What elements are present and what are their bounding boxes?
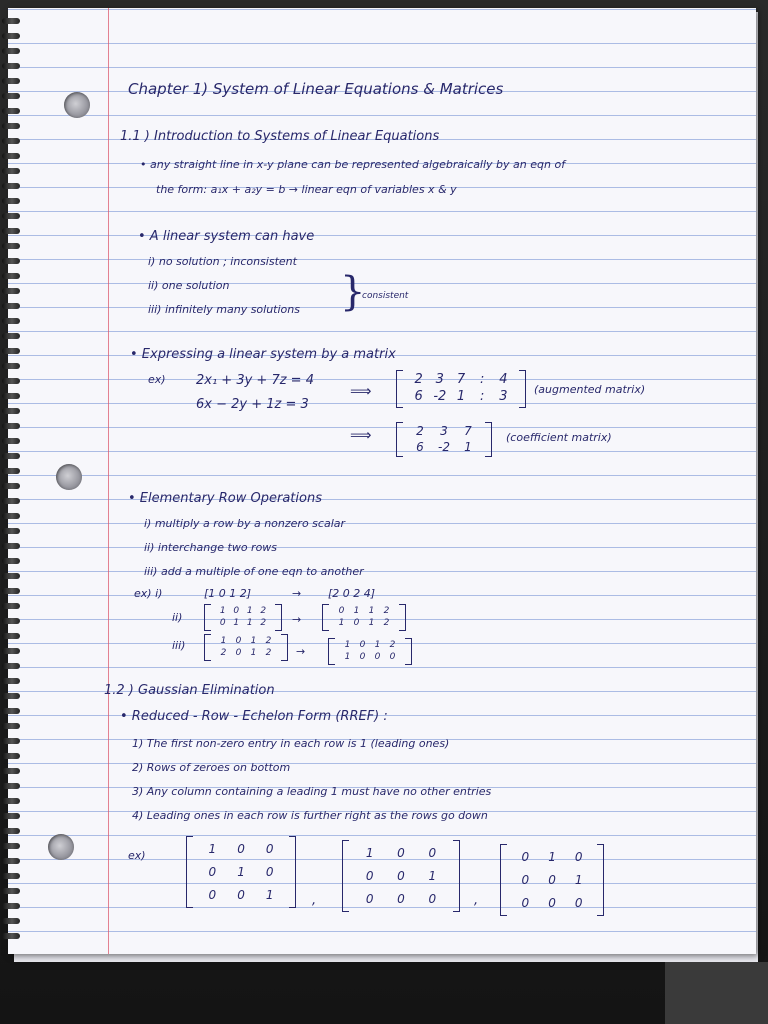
spiral-coil [2, 843, 20, 849]
spiral-coil [2, 918, 20, 924]
spiral-coil [2, 738, 20, 744]
matrix-entry: 7 [464, 424, 472, 438]
matrix-entry: 2 [220, 647, 227, 658]
matrix-separator-1: , [312, 893, 317, 908]
matrix-row [354, 888, 448, 911]
arrow-implies-2: ⟹ [350, 426, 372, 444]
matrix-entry: 1 [365, 846, 374, 860]
equation-2: 6x − 2y + 1z = 3 [196, 397, 309, 412]
spiral-coil [2, 18, 20, 24]
rref-rule-2: 2) Rows of zeroes on bottom [132, 761, 291, 774]
matrix-entry: : [480, 388, 485, 404]
example-ii-from-matrix [204, 604, 282, 631]
page-title: Chapter 1) System of Linear Equations & Matrices [128, 80, 504, 98]
spiral-coil [2, 138, 20, 144]
matrix-entry: 0 [237, 887, 245, 902]
spiral-coil [2, 498, 20, 504]
punch-hole-bottom [48, 834, 74, 860]
spiral-coil [2, 363, 20, 369]
section-1-1-heading: 1.1 ) Introduction to Systems of Linear Equations [120, 129, 440, 144]
matrix-entry: 3 [499, 388, 508, 404]
spiral-coil [2, 648, 20, 654]
spiral-coil [2, 633, 20, 639]
matrix-entry: 1 [233, 617, 240, 628]
matrix-right-bracket [281, 634, 288, 661]
matrix-entry: 0 [521, 850, 530, 864]
coefficient-matrix-label: (coefficient matrix) [506, 431, 612, 444]
spiral-coil [2, 33, 20, 39]
spiral-coil [2, 108, 20, 114]
spiral-coil [2, 483, 20, 489]
matrix-entry: 0 [359, 651, 366, 662]
spiral-coil [2, 153, 20, 159]
row-op-add-multiple: iii) add a multiple of one eqn to another [144, 565, 364, 578]
matrix-entry: 1 [246, 617, 253, 628]
spiral-coil [2, 603, 20, 609]
matrix-separator-2: , [474, 893, 479, 908]
matrix-entry: 3 [435, 372, 444, 387]
spiral-coil [2, 123, 20, 129]
rref-matrix-a [186, 836, 296, 908]
matrix-row [198, 884, 284, 907]
matrix-entry: 2 [389, 640, 396, 650]
example-i-from: [1 0 1 2] [204, 587, 252, 600]
matrix-row [408, 440, 480, 456]
spiral-coil [2, 468, 20, 474]
matrix-entry: 2 [383, 617, 390, 628]
spiral-coil [2, 408, 20, 414]
row-op-example-label: ex) i) [134, 587, 163, 600]
spiral-coil [2, 228, 20, 234]
matrix-entry: 1 [265, 887, 274, 902]
example-ii-to-matrix [322, 604, 406, 631]
scan-edge [665, 962, 768, 1024]
example-i-arrow: → [292, 587, 302, 600]
augmented-matrix-label: (augmented matrix) [534, 383, 646, 396]
example-iii-to-matrix [328, 638, 412, 665]
punch-hole-middle [56, 464, 82, 490]
matrix-row [216, 648, 276, 660]
matrix-entry: 4 [499, 372, 508, 387]
spiral-coil [2, 828, 20, 834]
spiral-coil [2, 903, 20, 909]
rref-rule-3: 3) Any column containing a leading 1 must have no other entries [132, 785, 492, 798]
spiral-coil [2, 63, 20, 69]
matrix-left-bracket [204, 634, 211, 661]
matrix-entry: 1 [368, 617, 375, 628]
matrix-row [198, 838, 284, 861]
spiral-coil [2, 858, 20, 864]
matrix-entry: 0 [574, 850, 583, 864]
matrix-entry: -2 [433, 388, 447, 404]
spiral-coil [2, 528, 20, 534]
spiral-coil [2, 93, 20, 99]
matrix-entry: 1 [574, 872, 583, 887]
matrix-row [512, 846, 592, 869]
spiral-coil [2, 723, 20, 729]
example-iii-arrow: → [296, 645, 306, 658]
spiral-coil [2, 558, 20, 564]
matrix-entry: 0 [548, 895, 556, 910]
notebook-page [8, 8, 756, 954]
spiral-coil [2, 753, 20, 759]
matrix-entry: 7 [456, 372, 466, 387]
matrix-row [216, 618, 270, 630]
matrix-right-bracket [485, 422, 492, 457]
consistent-label: consistent [362, 291, 409, 301]
matrix-entry: 2 [265, 647, 272, 658]
spiral-coil [2, 453, 20, 459]
spiral-coil [2, 273, 20, 279]
bullet-row-operations: • Elementary Row Operations [128, 491, 322, 506]
bullet-rref: • Reduced - Row - Echelon Form (RREF) : [120, 709, 388, 724]
matrix-entry: 0 [237, 842, 245, 856]
matrix-entry: 0 [265, 842, 274, 856]
augmented-matrix [396, 370, 526, 408]
spiral-coil [2, 813, 20, 819]
spiral-coil [2, 48, 20, 54]
row-op-interchange: ii) interchange two rows [144, 541, 278, 554]
matrix-entry: 2 [260, 617, 267, 628]
spiral-coil [2, 213, 20, 219]
spiral-coil [2, 693, 20, 699]
matrix-entry: 1 [237, 864, 245, 879]
matrix-entry: 0 [521, 895, 530, 910]
matrix-entry: 1 [250, 636, 257, 646]
matrix-left-bracket [186, 836, 193, 908]
matrix-entry: 1 [344, 640, 351, 650]
spiral-coil [2, 573, 20, 579]
matrix-entry: 1 [344, 651, 351, 662]
matrix-entry: -2 [438, 439, 450, 454]
spiral-coil [2, 783, 20, 789]
spiral-coil [2, 288, 20, 294]
matrix-left-bracket [328, 638, 335, 665]
matrix-entry: 0 [208, 864, 217, 879]
rref-example-label: ex) [128, 849, 146, 862]
spiral-coil [2, 678, 20, 684]
matrix-row [198, 861, 284, 884]
matrix-row [354, 865, 448, 888]
bullet-linear-system: • A linear system can have [138, 229, 315, 244]
spiral-coil [2, 933, 20, 939]
rref-matrix-b [342, 840, 460, 912]
spiral-coil [2, 873, 20, 879]
example-label: ex) [148, 373, 166, 386]
matrix-entry: 0 [219, 617, 226, 628]
example-i-to: [2 0 2 4] [328, 587, 376, 600]
matrix-entry: 1 [250, 647, 257, 658]
bullet-line-eqn-1: • any straight line in x-y plane can be represented algebraically by an eqn of [140, 158, 566, 171]
matrix-left-bracket [204, 604, 211, 631]
matrix-right-bracket [289, 836, 296, 908]
matrix-right-bracket [275, 604, 282, 631]
spiral-coil [2, 618, 20, 624]
matrix-entry: 1 [338, 617, 345, 628]
matrix-entry: 0 [397, 891, 405, 906]
matrix-entry: 0 [374, 651, 381, 662]
spiral-coil [2, 198, 20, 204]
rref-matrix-c [500, 844, 604, 916]
consistent-brace: } [340, 269, 366, 315]
matrix-left-bracket [396, 422, 403, 457]
matrix-entry: 2 [260, 606, 267, 616]
matrix-entry: 0 [208, 887, 217, 902]
case-no-solution: i) no solution ; inconsistent [148, 255, 297, 268]
matrix-row [334, 618, 394, 630]
matrix-entry: 0 [235, 636, 242, 646]
matrix-entry: 0 [338, 606, 345, 616]
matrix-entry: 0 [235, 647, 242, 658]
spiral-coil [2, 183, 20, 189]
margin-line [108, 8, 109, 954]
matrix-row [408, 372, 514, 389]
matrix-entry: 0 [233, 606, 240, 616]
spiral-coil [2, 663, 20, 669]
matrix-right-bracket [453, 840, 460, 912]
matrix-entry: 1 [374, 640, 381, 650]
matrix-entry: 1 [548, 850, 556, 864]
matrix-entry: 0 [353, 617, 360, 628]
spiral-coil [2, 708, 20, 714]
row-op-multiply: i) multiply a row by a nonzero scalar [144, 517, 346, 530]
matrix-right-bracket [405, 638, 412, 665]
matrix-entry: 0 [574, 895, 583, 910]
matrix-row [216, 636, 276, 648]
example-iii-from-matrix [204, 634, 288, 661]
matrix-entry: 6 [414, 388, 423, 404]
matrix-entry: 1 [246, 606, 253, 616]
spiral-coil [2, 888, 20, 894]
case-one-solution: ii) one solution [148, 279, 230, 292]
matrix-entry: 1 [368, 606, 375, 616]
matrix-entry: 0 [548, 872, 556, 887]
matrix-entry: 0 [359, 640, 366, 650]
spiral-coil [2, 243, 20, 249]
rref-rule-4: 4) Leading ones in each row is further right as the rows go down [132, 809, 488, 822]
example-iii-label: iii) [172, 639, 186, 652]
spiral-coil [2, 393, 20, 399]
matrix-entry: 1 [456, 388, 466, 404]
spiral-coil [2, 303, 20, 309]
matrix-entry: 0 [365, 868, 374, 883]
matrix-entry: 0 [365, 891, 374, 906]
matrix-left-bracket [500, 844, 507, 916]
spiral-coil [2, 588, 20, 594]
matrix-entry: 2 [416, 424, 424, 438]
spiral-coil [2, 378, 20, 384]
matrix-entry: 0 [521, 872, 530, 887]
matrix-entry: 0 [265, 864, 274, 879]
matrix-left-bracket [396, 370, 403, 408]
matrix-entry: 1 [464, 439, 472, 454]
spiral-coil [2, 168, 20, 174]
matrix-entry: 1 [428, 868, 437, 883]
spiral-coil [2, 423, 20, 429]
spiral-coil [2, 78, 20, 84]
matrix-entry: 1 [220, 636, 227, 646]
matrix-row [334, 606, 394, 618]
spiral-coil [2, 798, 20, 804]
matrix-entry: 6 [416, 439, 424, 454]
matrix-row [216, 606, 270, 618]
example-ii-arrow: → [292, 613, 302, 626]
section-1-2-heading: 1.2 ) Gaussian Elimination [104, 683, 275, 698]
punch-hole-top [64, 92, 90, 118]
equation-1: 2x₁ + 3y + 7z = 4 [196, 373, 314, 388]
matrix-row [340, 640, 400, 652]
spiral-coil [2, 513, 20, 519]
bullet-matrix-expression: • Expressing a linear system by a matrix [130, 347, 396, 362]
matrix-entry: 0 [428, 846, 437, 860]
matrix-entry: 2 [383, 606, 390, 616]
matrix-row [408, 389, 514, 406]
matrix-entry: 0 [397, 868, 405, 883]
matrix-right-bracket [519, 370, 526, 408]
matrix-entry: 0 [397, 846, 405, 860]
matrix-right-bracket [597, 844, 604, 916]
matrix-left-bracket [342, 840, 349, 912]
spiral-coil [2, 258, 20, 264]
matrix-entry: 1 [208, 842, 217, 856]
matrix-left-bracket [322, 604, 329, 631]
matrix-entry: 3 [440, 424, 448, 438]
matrix-entry: 0 [428, 891, 437, 906]
matrix-entry: 2 [414, 372, 423, 387]
arrow-implies-1: ⟹ [350, 382, 372, 400]
spiral-coil [2, 543, 20, 549]
matrix-entry: 0 [389, 651, 396, 662]
matrix-row [354, 842, 448, 865]
spiral-coil [2, 348, 20, 354]
example-ii-label: ii) [172, 611, 183, 624]
spiral-coil [2, 318, 20, 324]
rref-rule-1: 1) The first non-zero entry in each row is 1 (leading ones) [132, 737, 450, 750]
spiral-binding [0, 18, 24, 948]
matrix-row [408, 424, 480, 440]
case-infinite-solutions: iii) infinitely many solutions [148, 303, 300, 316]
matrix-row [512, 869, 592, 892]
matrix-row [340, 652, 400, 664]
bullet-line-eqn-2: the form: a₁x + a₂y = b → linear eqn of variables x & y [156, 183, 457, 196]
matrix-entry: : [480, 372, 485, 387]
matrix-row [512, 892, 592, 915]
matrix-entry: 1 [219, 606, 226, 616]
spiral-coil [2, 438, 20, 444]
matrix-entry: 1 [353, 606, 360, 616]
matrix-entry: 2 [265, 636, 272, 646]
matrix-right-bracket [399, 604, 406, 631]
coefficient-matrix [396, 422, 492, 457]
spiral-coil [2, 333, 20, 339]
spiral-coil [2, 768, 20, 774]
